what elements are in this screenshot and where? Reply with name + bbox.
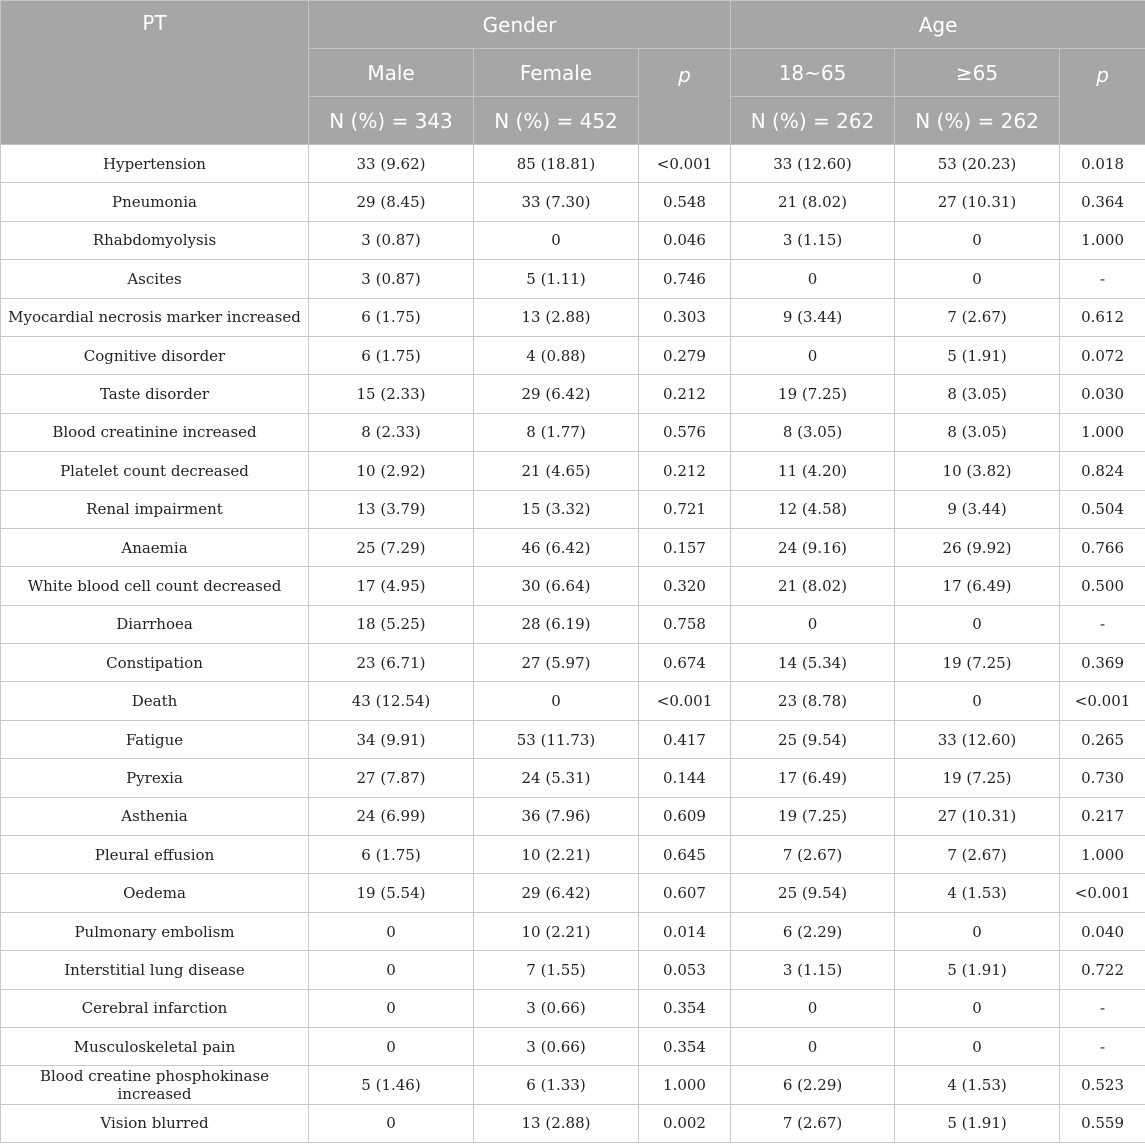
age-18-65-cell: 0 bbox=[731, 605, 895, 643]
p-gender-cell: <0.001 bbox=[639, 682, 731, 720]
p-age-cell: 0.730 bbox=[1060, 759, 1145, 797]
pt-cell: White blood cell count decreased bbox=[1, 567, 309, 605]
age-65-plus-cell: 53 (20.23) bbox=[895, 145, 1060, 183]
age-18-65-cell: 11 (4.20) bbox=[731, 452, 895, 490]
p-age-cell: 0.559 bbox=[1060, 1104, 1145, 1142]
female-cell: 7 (1.55) bbox=[474, 951, 639, 989]
female-cell: 33 (7.30) bbox=[474, 183, 639, 221]
male-cell: 0 bbox=[309, 1104, 474, 1142]
female-cell: 4 (0.88) bbox=[474, 336, 639, 374]
pt-cell: Musculoskeletal pain bbox=[1, 1027, 309, 1065]
pt-cell: Diarrhoea bbox=[1, 605, 309, 643]
p-age-cell: 0.500 bbox=[1060, 567, 1145, 605]
pt-cell: Myocardial necrosis marker increased bbox=[1, 298, 309, 336]
age-18-65-cell: 33 (12.60) bbox=[731, 145, 895, 183]
table-row bbox=[1, 1066, 1145, 1104]
pt-cell: Platelet count decreased bbox=[1, 452, 309, 490]
male-cell: 18 (5.25) bbox=[309, 605, 474, 643]
male-cell: 29 (8.45) bbox=[309, 183, 474, 221]
table-body bbox=[1, 145, 1145, 1143]
female-cell: 21 (4.65) bbox=[474, 452, 639, 490]
age-65-plus-cell: 0 bbox=[895, 989, 1060, 1027]
male-cell: 23 (6.71) bbox=[309, 644, 474, 682]
age-18-65-cell: 0 bbox=[731, 336, 895, 374]
p-age-cell: 1.000 bbox=[1060, 221, 1145, 259]
age-65-plus-cell: 9 (3.44) bbox=[895, 490, 1060, 528]
p-gender-cell: 0.320 bbox=[639, 567, 731, 605]
age-65-plus-cell: 8 (3.05) bbox=[895, 375, 1060, 413]
male-cell: 34 (9.91) bbox=[309, 720, 474, 758]
male-cell: 43 (12.54) bbox=[309, 682, 474, 720]
p-age-cell: 0.072 bbox=[1060, 336, 1145, 374]
p-age-cell: 1.000 bbox=[1060, 836, 1145, 874]
header-age-65-plus-n: N (%) = 262 bbox=[895, 97, 1060, 145]
age-65-plus-cell: 19 (7.25) bbox=[895, 759, 1060, 797]
p-age-cell: 0.612 bbox=[1060, 298, 1145, 336]
header-age-18-65-n: N (%) = 262 bbox=[731, 97, 895, 145]
p-gender-cell: <0.001 bbox=[639, 145, 731, 183]
pt-cell: Blood creatinine increased bbox=[1, 413, 309, 451]
p-age-cell: 0.030 bbox=[1060, 375, 1145, 413]
pt-cell: Renal impairment bbox=[1, 490, 309, 528]
table-row bbox=[1, 260, 1145, 298]
header-female: Female bbox=[474, 49, 639, 97]
table-row bbox=[1, 1104, 1145, 1142]
table-header bbox=[1, 1, 1145, 145]
male-cell: 10 (2.92) bbox=[309, 452, 474, 490]
table-row bbox=[1, 836, 1145, 874]
age-18-65-cell: 0 bbox=[731, 989, 895, 1027]
p-age-cell: 0.523 bbox=[1060, 1066, 1145, 1104]
table-row bbox=[1, 912, 1145, 950]
age-65-plus-cell: 5 (1.91) bbox=[895, 336, 1060, 374]
female-cell: 29 (6.42) bbox=[474, 874, 639, 912]
pt-cell: Fatigue bbox=[1, 720, 309, 758]
table-row bbox=[1, 183, 1145, 221]
p-age-cell: 0.504 bbox=[1060, 490, 1145, 528]
age-18-65-cell: 21 (8.02) bbox=[731, 183, 895, 221]
age-65-plus-cell: 8 (3.05) bbox=[895, 413, 1060, 451]
female-cell: 36 (7.96) bbox=[474, 797, 639, 835]
p-gender-cell: 0.157 bbox=[639, 528, 731, 566]
p-age-cell: 0.265 bbox=[1060, 720, 1145, 758]
age-18-65-cell: 6 (2.29) bbox=[731, 912, 895, 950]
table-row bbox=[1, 490, 1145, 528]
male-cell: 0 bbox=[309, 951, 474, 989]
age-65-plus-cell: 4 (1.53) bbox=[895, 1066, 1060, 1104]
male-cell: 0 bbox=[309, 989, 474, 1027]
p-age-cell: 0.364 bbox=[1060, 183, 1145, 221]
age-18-65-cell: 19 (7.25) bbox=[731, 797, 895, 835]
female-cell: 3 (0.66) bbox=[474, 1027, 639, 1065]
table-row bbox=[1, 452, 1145, 490]
pt-cell: Constipation bbox=[1, 644, 309, 682]
p-gender-cell: 0.212 bbox=[639, 375, 731, 413]
pt-cell: Cerebral infarction bbox=[1, 989, 309, 1027]
female-cell: 46 (6.42) bbox=[474, 528, 639, 566]
pt-cell: Cognitive disorder bbox=[1, 336, 309, 374]
age-18-65-cell: 6 (2.29) bbox=[731, 1066, 895, 1104]
male-cell: 0 bbox=[309, 1027, 474, 1065]
p-gender-cell: 1.000 bbox=[639, 1066, 731, 1104]
female-cell: 0 bbox=[474, 682, 639, 720]
age-18-65-cell: 14 (5.34) bbox=[731, 644, 895, 682]
female-cell: 27 (5.97) bbox=[474, 644, 639, 682]
pt-cell: Asthenia bbox=[1, 797, 309, 835]
female-cell: 30 (6.64) bbox=[474, 567, 639, 605]
table-row bbox=[1, 375, 1145, 413]
age-65-plus-cell: 0 bbox=[895, 221, 1060, 259]
p-gender-cell: 0.212 bbox=[639, 452, 731, 490]
p-gender-cell: 0.746 bbox=[639, 260, 731, 298]
p-age-cell: 0.824 bbox=[1060, 452, 1145, 490]
p-age-cell: 0.217 bbox=[1060, 797, 1145, 835]
p-gender-cell: 0.354 bbox=[639, 1027, 731, 1065]
age-65-plus-cell: 26 (9.92) bbox=[895, 528, 1060, 566]
female-cell: 28 (6.19) bbox=[474, 605, 639, 643]
table-row bbox=[1, 874, 1145, 912]
male-cell: 5 (1.46) bbox=[309, 1066, 474, 1104]
p-gender-cell: 0.721 bbox=[639, 490, 731, 528]
pt-cell: Anaemia bbox=[1, 528, 309, 566]
age-18-65-cell: 17 (6.49) bbox=[731, 759, 895, 797]
p-age-cell: 0.722 bbox=[1060, 951, 1145, 989]
male-cell: 19 (5.54) bbox=[309, 874, 474, 912]
header-male-n: N (%) = 343 bbox=[309, 97, 474, 145]
p-age-cell: - bbox=[1060, 989, 1145, 1027]
pt-cell: Rhabdomyolysis bbox=[1, 221, 309, 259]
table-row bbox=[1, 336, 1145, 374]
table-row bbox=[1, 797, 1145, 835]
age-65-plus-cell: 17 (6.49) bbox=[895, 567, 1060, 605]
pt-cell: Pleural effusion bbox=[1, 836, 309, 874]
age-18-65-cell: 23 (8.78) bbox=[731, 682, 895, 720]
p-gender-cell: 0.607 bbox=[639, 874, 731, 912]
age-65-plus-cell: 0 bbox=[895, 605, 1060, 643]
header-male: Male bbox=[309, 49, 474, 97]
pt-cell: Pneumonia bbox=[1, 183, 309, 221]
table-row bbox=[1, 720, 1145, 758]
table-row bbox=[1, 145, 1145, 183]
age-65-plus-cell: 7 (2.67) bbox=[895, 836, 1060, 874]
table-row bbox=[1, 221, 1145, 259]
table-row bbox=[1, 413, 1145, 451]
age-65-plus-cell: 0 bbox=[895, 1027, 1060, 1065]
table-row bbox=[1, 298, 1145, 336]
male-cell: 24 (6.99) bbox=[309, 797, 474, 835]
age-18-65-cell: 0 bbox=[731, 260, 895, 298]
pt-cell: Ascites bbox=[1, 260, 309, 298]
p-age-cell: - bbox=[1060, 605, 1145, 643]
female-cell: 15 (3.32) bbox=[474, 490, 639, 528]
header-female-n: N (%) = 452 bbox=[474, 97, 639, 145]
p-age-cell: 0.018 bbox=[1060, 145, 1145, 183]
header-age-18-65: 18~65 bbox=[731, 49, 895, 97]
age-18-65-cell: 7 (2.67) bbox=[731, 836, 895, 874]
p-age-cell: 0.766 bbox=[1060, 528, 1145, 566]
p-age-cell: - bbox=[1060, 1027, 1145, 1065]
age-18-65-cell: 8 (3.05) bbox=[731, 413, 895, 451]
age-18-65-cell: 9 (3.44) bbox=[731, 298, 895, 336]
female-cell: 3 (0.66) bbox=[474, 989, 639, 1027]
pt-cell: Oedema bbox=[1, 874, 309, 912]
header-age-65-plus: ≥65 bbox=[895, 49, 1060, 97]
age-65-plus-cell: 5 (1.91) bbox=[895, 951, 1060, 989]
age-65-plus-cell: 27 (10.31) bbox=[895, 797, 1060, 835]
table-row bbox=[1, 528, 1145, 566]
p-gender-cell: 0.053 bbox=[639, 951, 731, 989]
table-row bbox=[1, 1027, 1145, 1065]
female-cell: 0 bbox=[474, 221, 639, 259]
female-cell: 13 (2.88) bbox=[474, 298, 639, 336]
male-cell: 25 (7.29) bbox=[309, 528, 474, 566]
header-gender: Gender bbox=[309, 1, 731, 49]
female-cell: 10 (2.21) bbox=[474, 836, 639, 874]
male-cell: 15 (2.33) bbox=[309, 375, 474, 413]
p-gender-cell: 0.279 bbox=[639, 336, 731, 374]
age-65-plus-cell: 5 (1.91) bbox=[895, 1104, 1060, 1142]
male-cell: 13 (3.79) bbox=[309, 490, 474, 528]
table-row bbox=[1, 682, 1145, 720]
table-row bbox=[1, 605, 1145, 643]
male-cell: 27 (7.87) bbox=[309, 759, 474, 797]
p-gender-cell: 0.303 bbox=[639, 298, 731, 336]
age-18-65-cell: 24 (9.16) bbox=[731, 528, 895, 566]
age-18-65-cell: 19 (7.25) bbox=[731, 375, 895, 413]
pt-cell: Pulmonary embolism bbox=[1, 912, 309, 950]
p-age-cell: 1.000 bbox=[1060, 413, 1145, 451]
female-cell: 13 (2.88) bbox=[474, 1104, 639, 1142]
age-65-plus-cell: 10 (3.82) bbox=[895, 452, 1060, 490]
header-pt: PT bbox=[1, 1, 309, 145]
male-cell: 0 bbox=[309, 912, 474, 950]
age-18-65-cell: 12 (4.58) bbox=[731, 490, 895, 528]
female-cell: 29 (6.42) bbox=[474, 375, 639, 413]
p-gender-cell: 0.645 bbox=[639, 836, 731, 874]
age-18-65-cell: 3 (1.15) bbox=[731, 951, 895, 989]
female-cell: 5 (1.11) bbox=[474, 260, 639, 298]
female-cell: 8 (1.77) bbox=[474, 413, 639, 451]
female-cell: 85 (18.81) bbox=[474, 145, 639, 183]
age-65-plus-cell: 0 bbox=[895, 260, 1060, 298]
table-row bbox=[1, 759, 1145, 797]
table-row bbox=[1, 567, 1145, 605]
table-row bbox=[1, 644, 1145, 682]
p-age-cell: <0.001 bbox=[1060, 874, 1145, 912]
p-gender-cell: 0.002 bbox=[639, 1104, 731, 1142]
female-cell: 6 (1.33) bbox=[474, 1066, 639, 1104]
female-cell: 24 (5.31) bbox=[474, 759, 639, 797]
p-age-cell: <0.001 bbox=[1060, 682, 1145, 720]
age-18-65-cell: 21 (8.02) bbox=[731, 567, 895, 605]
p-gender-cell: 0.758 bbox=[639, 605, 731, 643]
age-65-plus-cell: 4 (1.53) bbox=[895, 874, 1060, 912]
male-cell: 6 (1.75) bbox=[309, 298, 474, 336]
male-cell: 8 (2.33) bbox=[309, 413, 474, 451]
p-age-cell: 0.040 bbox=[1060, 912, 1145, 950]
age-65-plus-cell: 0 bbox=[895, 682, 1060, 720]
pt-cell: Blood creatine phosphokinase increased bbox=[1, 1066, 309, 1104]
age-18-65-cell: 25 (9.54) bbox=[731, 874, 895, 912]
age-65-plus-cell: 27 (10.31) bbox=[895, 183, 1060, 221]
age-65-plus-cell: 19 (7.25) bbox=[895, 644, 1060, 682]
age-18-65-cell: 7 (2.67) bbox=[731, 1104, 895, 1142]
male-cell: 3 (0.87) bbox=[309, 221, 474, 259]
table-row bbox=[1, 989, 1145, 1027]
pt-cell: Hypertension bbox=[1, 145, 309, 183]
p-gender-cell: 0.576 bbox=[639, 413, 731, 451]
age-65-plus-cell: 7 (2.67) bbox=[895, 298, 1060, 336]
p-gender-cell: 0.417 bbox=[639, 720, 731, 758]
age-65-plus-cell: 0 bbox=[895, 912, 1060, 950]
age-18-65-cell: 3 (1.15) bbox=[731, 221, 895, 259]
p-gender-cell: 0.548 bbox=[639, 183, 731, 221]
header-p-gender: p bbox=[639, 49, 731, 145]
female-cell: 10 (2.21) bbox=[474, 912, 639, 950]
male-cell: 17 (4.95) bbox=[309, 567, 474, 605]
male-cell: 6 (1.75) bbox=[309, 336, 474, 374]
p-age-cell: - bbox=[1060, 260, 1145, 298]
age-18-65-cell: 0 bbox=[731, 1027, 895, 1065]
male-cell: 3 (0.87) bbox=[309, 260, 474, 298]
pt-cell: Vision blurred bbox=[1, 1104, 309, 1142]
p-gender-cell: 0.354 bbox=[639, 989, 731, 1027]
age-18-65-cell: 25 (9.54) bbox=[731, 720, 895, 758]
p-gender-cell: 0.609 bbox=[639, 797, 731, 835]
table-row bbox=[1, 951, 1145, 989]
age-65-plus-cell: 33 (12.60) bbox=[895, 720, 1060, 758]
header-p-age: p bbox=[1060, 49, 1145, 145]
pt-cell: Death bbox=[1, 682, 309, 720]
header-age: Age bbox=[731, 1, 1145, 49]
p-gender-cell: 0.674 bbox=[639, 644, 731, 682]
p-gender-cell: 0.014 bbox=[639, 912, 731, 950]
male-cell: 33 (9.62) bbox=[309, 145, 474, 183]
male-cell: 6 (1.75) bbox=[309, 836, 474, 874]
p-gender-cell: 0.046 bbox=[639, 221, 731, 259]
pt-cell: Interstitial lung disease bbox=[1, 951, 309, 989]
pt-cell: Pyrexia bbox=[1, 759, 309, 797]
female-cell: 53 (11.73) bbox=[474, 720, 639, 758]
p-age-cell: 0.369 bbox=[1060, 644, 1145, 682]
pt-cell: Taste disorder bbox=[1, 375, 309, 413]
p-gender-cell: 0.144 bbox=[639, 759, 731, 797]
